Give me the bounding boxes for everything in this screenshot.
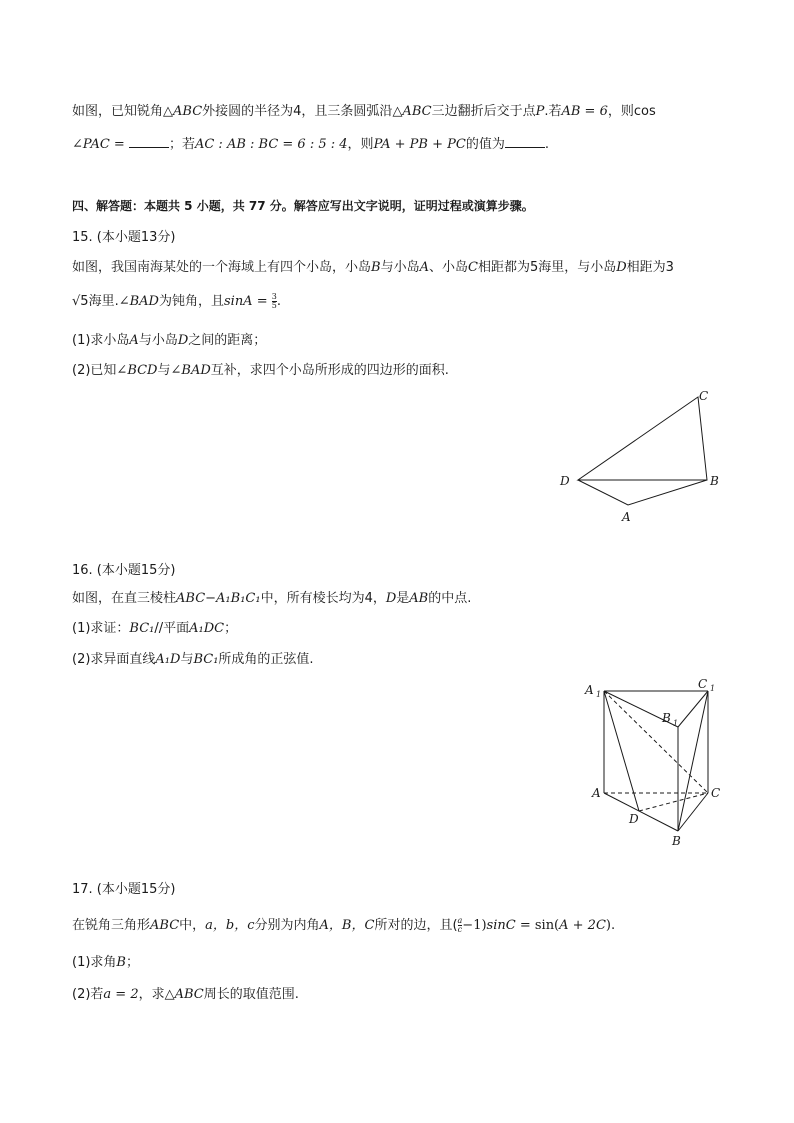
- math: a，b，c: [205, 918, 255, 933]
- math: PA + PB + PC: [373, 137, 466, 152]
- text: 与: [157, 363, 171, 378]
- text: 如图，在直三棱柱: [72, 591, 177, 606]
- text: //平面: [154, 621, 190, 636]
- text: 中，: [179, 918, 206, 933]
- answer-blank-1[interactable]: [129, 135, 169, 148]
- math: △ABC: [163, 104, 203, 119]
- math: A，B，C: [319, 918, 375, 933]
- math: ∠BAD: [170, 363, 211, 378]
- text: 在锐角三角形: [72, 918, 151, 933]
- text: (2)若: [72, 987, 104, 1002]
- label-D: D: [629, 812, 639, 826]
- text: (1)求角: [72, 955, 117, 970]
- text: 三边翻折后交于点: [431, 104, 536, 119]
- text: 互补，求四个小岛所形成的四边形的面积.: [210, 363, 449, 378]
- text: 与: [180, 652, 194, 667]
- math: P: [535, 104, 545, 119]
- text: ；若: [168, 137, 195, 152]
- q16-line1: [72, 590, 471, 608]
- label-D: D: [560, 474, 570, 488]
- math: ∠BAD: [118, 294, 159, 309]
- text: (1)求证：: [72, 621, 130, 636]
- text: 海里.: [88, 294, 119, 309]
- text: 所成角的正弦值.: [218, 652, 314, 667]
- section-4-title: 四、解答题：本题共 5 小题，共 77 分。解答应写出文字说明，证明过程或演算步骤。: [72, 199, 534, 213]
- math: AB = 6: [561, 104, 608, 119]
- math: B: [116, 955, 126, 970]
- q15-line2: [72, 293, 281, 311]
- text: (2)求异面直线: [72, 652, 156, 667]
- text: .: [276, 294, 281, 309]
- q15-heading: 15. (本小题13分): [72, 230, 176, 245]
- fraction-3-5: $\frac{3}{5}$: [271, 292, 277, 310]
- math: D: [385, 591, 397, 606]
- text: 分别为内角: [254, 918, 320, 933]
- math: ∠BCD: [116, 363, 158, 378]
- text: ；: [125, 955, 139, 970]
- math: a = 2: [103, 987, 139, 1002]
- math: B: [371, 260, 381, 275]
- math: BC₁: [129, 621, 155, 636]
- math: △ABC: [392, 104, 432, 119]
- label-A: A: [622, 510, 631, 524]
- label-C: C: [699, 389, 709, 403]
- math: √5: [72, 294, 89, 309]
- math: −1): [462, 918, 487, 933]
- text: (1)求小岛: [72, 333, 130, 348]
- text: ，则: [347, 137, 374, 152]
- q17-line1: [72, 917, 615, 935]
- text: 相距为3: [626, 260, 674, 275]
- math: ABC: [150, 918, 180, 933]
- math: BC₁: [193, 652, 219, 667]
- text: ，求: [138, 987, 165, 1002]
- text: 相距都为5海里，与小岛: [477, 260, 617, 275]
- q16-prism-figure: [580, 675, 730, 855]
- q16-heading: 16. (本小题15分): [72, 563, 176, 578]
- text: ，则cos: [607, 104, 656, 119]
- q16-part1: [72, 620, 237, 638]
- label-C: C: [711, 786, 721, 800]
- math: A₁D: [155, 652, 181, 667]
- label-B: B: [710, 474, 719, 488]
- q17-part2: [72, 986, 299, 1004]
- math: ∠PAC =: [72, 137, 125, 152]
- q17-heading: 17. (本小题15分): [72, 882, 176, 897]
- math: A + 2C: [559, 918, 606, 933]
- q15-part2: [72, 362, 449, 380]
- text: ；: [224, 621, 238, 636]
- answer-blank-2[interactable]: [505, 135, 545, 148]
- text: 周长的取值范围.: [203, 987, 299, 1002]
- text: 与小岛: [380, 260, 420, 275]
- q14-line1: [72, 103, 656, 121]
- text: 中，所有棱长均为4，: [260, 591, 386, 606]
- math: ).: [605, 918, 616, 933]
- text: 的值为: [465, 137, 505, 152]
- math: C: [468, 260, 478, 275]
- math: D: [177, 333, 189, 348]
- text: .: [544, 137, 549, 152]
- text: (2)已知: [72, 363, 117, 378]
- text: 所对的边，且(: [374, 918, 458, 933]
- text: 之间的距离；: [188, 333, 267, 348]
- math: D: [616, 260, 627, 275]
- text: 与小岛: [138, 333, 178, 348]
- q15-part1: [72, 332, 266, 350]
- label-subscript-1: 1: [596, 690, 602, 699]
- math: sinC: [486, 918, 516, 933]
- text: 如图，我国南海某处的一个海域上有四个小岛，小岛: [72, 260, 372, 275]
- text: 的中点.: [428, 591, 472, 606]
- text: 外接圆的半径为4，且三条圆弧沿: [202, 104, 393, 119]
- q15-line1: [72, 259, 674, 277]
- math: A: [419, 260, 429, 275]
- text: 如图，已知锐角: [72, 104, 164, 119]
- math: = sin(: [515, 918, 560, 933]
- q14-line2: [72, 135, 549, 154]
- math: △ABC: [164, 987, 204, 1002]
- math: sinA =: [223, 294, 268, 309]
- text: 是: [396, 591, 410, 606]
- label-A: A: [592, 786, 601, 800]
- label-C1: C: [698, 677, 708, 691]
- label-subscript-1: 1: [710, 684, 716, 693]
- text: 、小岛: [428, 260, 468, 275]
- q17-part1: [72, 954, 139, 972]
- math: ABC−A₁B₁C₁: [176, 591, 261, 606]
- text: 为钝角，且: [158, 294, 224, 309]
- fraction-a-c: $\frac{a}{c}$: [457, 916, 463, 934]
- label-B: B: [672, 834, 681, 848]
- q15-quadrilateral-figure: [550, 385, 730, 530]
- math: A: [129, 333, 139, 348]
- q16-part2: [72, 651, 314, 669]
- label-B1: B: [662, 711, 671, 725]
- math: A₁DC: [189, 621, 225, 636]
- math: AC : AB : BC = 6 : 5 : 4: [194, 137, 348, 152]
- label-A1: A: [585, 683, 594, 697]
- math: AB: [409, 591, 429, 606]
- label-subscript-1: 1: [673, 719, 679, 728]
- text: .若: [544, 104, 562, 119]
